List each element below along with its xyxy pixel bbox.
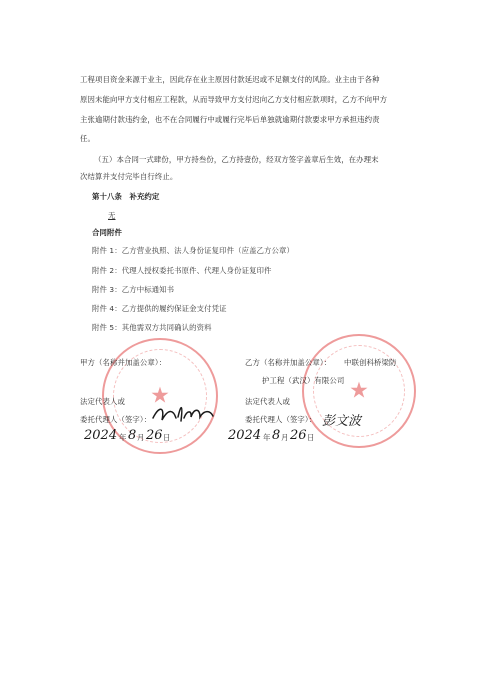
party-b-seal-stamp: ★	[302, 334, 416, 448]
party-a-date-month: 8	[128, 428, 137, 443]
party-b-date-month-label: 月	[281, 433, 289, 442]
attachment-item: 附件 2：代理人授权委托书原件、代理人身份证复印件	[92, 266, 272, 275]
paragraph-2-line-2: 次结算并支付完毕自行终止。	[80, 172, 178, 181]
party-b-name-label: 乙方（名称并加盖公章）：	[245, 358, 332, 367]
party-a-rep-line-1: 法定代表人或	[80, 397, 125, 406]
article-18-heading: 第十八条 补充约定	[92, 192, 160, 201]
attachment-item: 附件 5：其他需双方共同确认的资料	[92, 323, 212, 332]
attachment-item: 附件 1：乙方营业执照、法人身份证复印件（应盖乙方公章）	[92, 246, 295, 255]
party-b-date-year: 2024	[228, 428, 262, 443]
attachment-item: 附件 3：乙方中标通知书	[92, 285, 175, 294]
paragraph-1-line-3: 主张逾期付款违约金，也不在合同履行中或履行完毕后单独就逾期付款要求甲方承担违约责	[80, 115, 380, 124]
paragraph-1-line-4: 任。	[80, 134, 95, 143]
attachments-heading: 合同附件	[92, 228, 122, 237]
article-18-content: 无	[108, 211, 116, 220]
paragraph-1-line-1: 工程项目资金来源于业主，因此存在业主原因付款延迟或不足额支付的风险。业主由于各种	[80, 75, 380, 84]
party-a-handwritten-signature	[150, 400, 216, 426]
party-b-rep-line-2: 委托代理人（签字）：	[245, 415, 317, 424]
party-b-rep-line-1: 法定代表人或	[245, 397, 290, 406]
party-b-company-line-2: 护工程（武汉）有限公司	[262, 376, 345, 385]
party-b-handwritten-signature: 彭文波	[322, 414, 362, 429]
party-a-date-year: 2024	[84, 428, 118, 443]
party-a-date-day-label: 日	[163, 433, 171, 442]
party-a-date-month-label: 月	[137, 433, 145, 442]
attachment-item: 附件 4：乙方提供的履约保证金支付凭证	[92, 304, 227, 313]
paragraph-1-line-2: 原因未能向甲方支付相应工程款，从而导致甲方支付迟向乙方支付相应款项时，乙方不向甲方	[80, 95, 388, 104]
party-a-date-year-label: 年	[119, 433, 127, 442]
party-b-date-day: 26	[290, 428, 307, 443]
party-b-date-month: 8	[272, 428, 281, 443]
paragraph-2-line-1: （五）本合同一式肆份，甲方持叁份，乙方持壹份，经双方签字盖章后生效，在办理末	[94, 155, 379, 164]
party-b-date-year-label: 年	[263, 433, 271, 442]
party-a-rep-line-2: 委托代理人（签字）：	[80, 415, 152, 424]
party-a-name-label: 甲方（名称并加盖公章）：	[80, 358, 167, 367]
party-b-date-day-label: 日	[307, 433, 315, 442]
party-b-company-line-1: 中联创科桥梁防	[344, 358, 397, 367]
party-a-date-day: 26	[146, 428, 163, 443]
party-a-seal-stamp: ★	[102, 338, 218, 454]
